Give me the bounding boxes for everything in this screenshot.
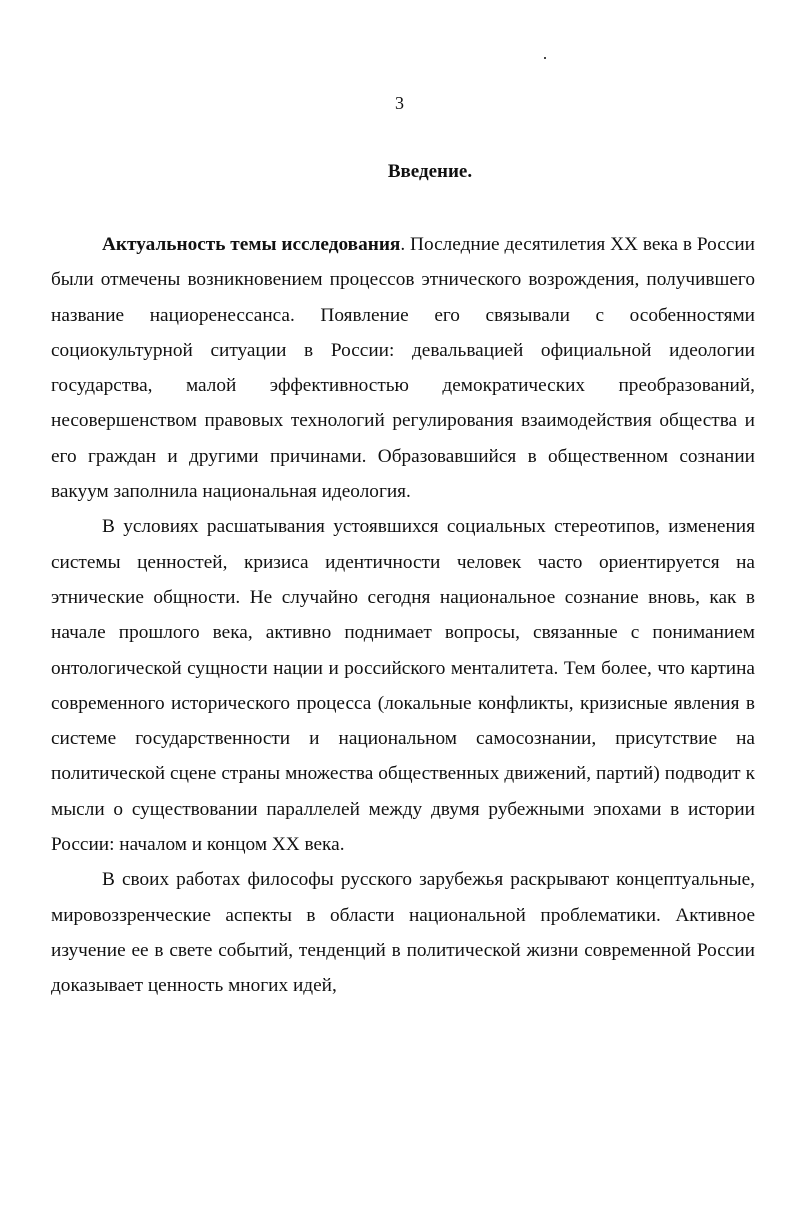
body-text (51, 227, 755, 1004)
page-number: 3 (395, 93, 404, 113)
chapter-title: Введение. (387, 161, 473, 182)
scan-artifact-dot (544, 57, 546, 59)
paragraph-lead-bold: Актуальность темы исследования (102, 234, 401, 255)
paragraph-text: . Последние десятилетия XX века в России были отмечены возникновением процессов этнического возрождения, получившего название нациоренессанса. Появление его связывали с особенностями социокультурной ситуации в России: девальвацией официальной идеологии государства, малой эффективностью демократических преобразований, несовершенством правовых технологий регулирования взаимодействия общества и его граждан и другими причинами. Образовавшийся в общественном сознании вакуум заполнила национальная идеология. (51, 234, 755, 503)
paragraph-philosophers (51, 862, 755, 1003)
paragraph-text: В условиях расшатывания устоявшихся социальных стереотипов, изменения системы ценностей, кризиса идентичности человек часто ориентируется на этнические общности. Не случайно сегодня национальное сознание вновь, как в начале прошлого века, активно поднимает вопросы, связанные с пониманием онтологической сущности нации и российского менталитета. Тем более, что картина современного исторического процесса (локальные конфликты, кризисные явления в системе государственности и национальном самосознании, присутствие на политической сцене страны множества общественных движений, партий) подводит к мысли о существовании параллелей между двумя рубежными эпохами в истории России: началом и концом XX века. (51, 516, 755, 856)
paragraph-stereotypes (51, 509, 755, 862)
paragraph-text: В своих работах философы русского зарубежья раскрывают концептуальные, мировоззренческие аспекты в области национальной проблематики. Активное изучение ее в свете событий, тенденций в политической жизни современной России доказывает ценность многих идей, (51, 869, 755, 997)
paragraph-relevance (51, 227, 755, 509)
